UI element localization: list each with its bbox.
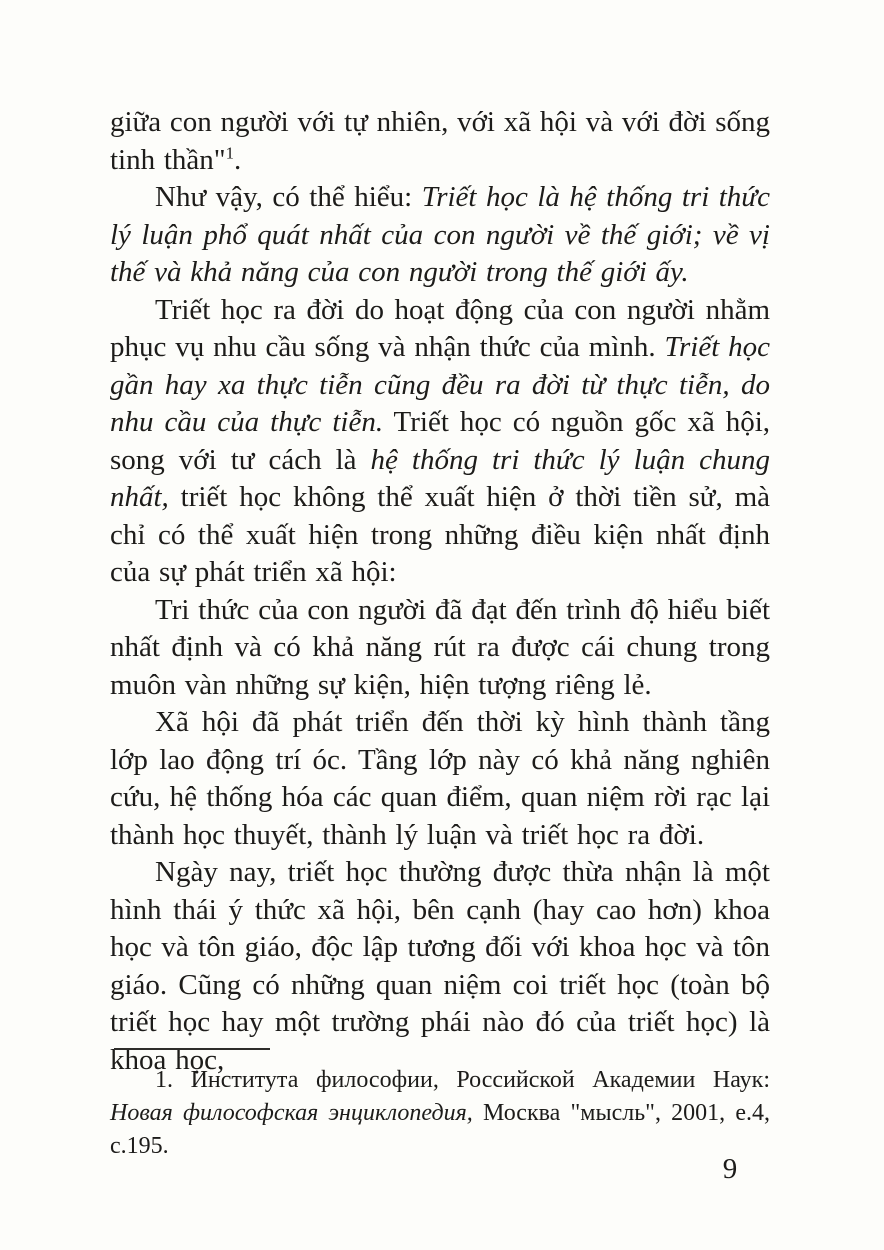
paragraph xyxy=(110,1064,770,1163)
body-text xyxy=(110,104,770,1079)
text-segment: Москва "мысль", 2001, e.4, c.195. xyxy=(110,1100,770,1159)
paragraph xyxy=(110,104,770,179)
text-segment: Triết học là hệ thống tri thức lý luận phổ quát nhất của con người về thế giới; về vị thế và khả năng của con người trong thế giới ấy. xyxy=(110,181,770,288)
footnote-reference: 1 xyxy=(225,142,235,162)
text-segment: hệ thống tri thức lý luận chung nhất, xyxy=(110,443,770,513)
paragraph xyxy=(110,704,770,854)
paragraph xyxy=(110,592,770,705)
paragraph xyxy=(110,854,770,1079)
text-segment: Như vậy, có thể hiểu: xyxy=(155,181,422,213)
text-segment: . xyxy=(234,143,242,176)
text-segment: Ngày nay, triết học thường được thừa nhận là một hình thái ý thức xã hội, bên cạnh (hay cao hơn) khoa học và tôn giáo, độc lập tương đối với khoa học và tôn giáo. Cũng có những quan niệm coi triết học (toàn bộ triết học hay một trường phái nào đó của triết học) là khoa học, xyxy=(110,856,770,1076)
text-segment: Triết học ra đời do hoạt động của con người nhằm phục vụ nhu cầu sống và nhận thức của mình. xyxy=(110,293,770,363)
text-segment: Tri thức của con người đã đạt đến trình độ hiểu biết nhất định và có khả năng rút ra được cái chung trong muôn vàn những sự kiện, hiện tượng riêng lẻ. xyxy=(110,593,770,701)
paragraph xyxy=(110,179,770,292)
page-number: 9 xyxy=(722,1153,738,1185)
paragraph xyxy=(110,292,770,592)
text-segment: triết học không thể xuất hiện ở thời tiền sử, mà chỉ có thể xuất hiện trong những điều kiện nhất định của sự phát triển xã hội: xyxy=(110,481,770,588)
text-segment: giữa con người với tự nhiên, với xã hội và với đời sống tinh thần" xyxy=(110,106,770,176)
text-segment: Новая философская энциклопедия, xyxy=(110,1100,473,1126)
text-segment: 1. Института философии, Российской Академии Наук: xyxy=(155,1067,770,1093)
footnote xyxy=(110,1064,770,1163)
footnote-separator xyxy=(114,1048,270,1050)
text-segment: Triết học gần hay xa thực tiễn cũng đều ra đời từ thực tiễn, do nhu cầu của thực tiễn. xyxy=(110,331,770,438)
text-segment: Triết học có nguồn gốc xã hội, song với tư cách là xyxy=(110,406,770,476)
text-segment: Xã hội đã phát triển đến thời kỳ hình thành tầng lớp lao động trí óc. Tầng lớp này có khả năng nghiên cứu, hệ thống hóa các quan điểm, quan niệm rời rạc lại thành học thuyết, thành lý luận và triết học ra đời. xyxy=(110,706,770,851)
